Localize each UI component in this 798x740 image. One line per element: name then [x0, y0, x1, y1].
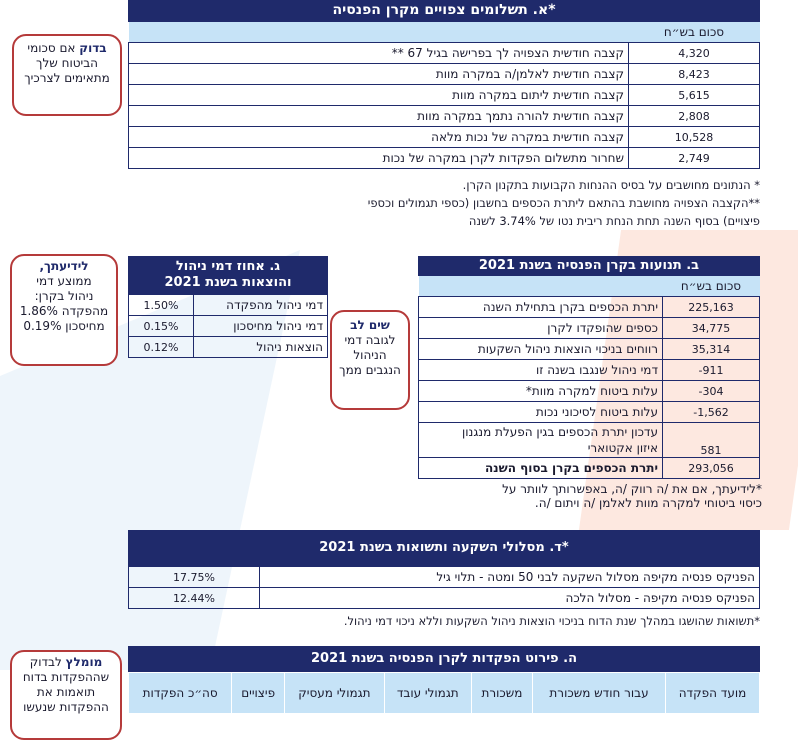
section-g-title-1: ג. אחוז דמי ניהול [175, 259, 281, 274]
section-b-row-label: יתרת הכספים בקרן בתחילת השנה [419, 297, 663, 318]
section-b-row [419, 297, 760, 318]
callout-attention-bold: שים לב [350, 318, 390, 332]
section-b-row-value: -911 [663, 360, 760, 381]
section-d-row-label: הפניקס פנסיה מקיפה - מסלול הלכה [260, 588, 760, 609]
section-b-row-value: 35,314 [663, 339, 760, 360]
section-b-row-label: עלות ביטוח למקרה מוות* [419, 381, 663, 402]
section-g-row [129, 316, 328, 337]
section-a-row-value: 5,615 [629, 85, 760, 106]
callout-fees-line-3: מהפקדה 1.86% [19, 304, 109, 318]
section-b-total-label: יתרת הכספים בקרן בסוף השנה [419, 458, 663, 479]
section-d-note: *תשואות שהושגו במהלך שנת הדוח בניכוי הוצאות ניהול השקעות וללא ניכוי דמי ניהול. [343, 614, 760, 628]
section-b-row-value: 34,775 [663, 318, 760, 339]
section-b-fund-movements [418, 256, 760, 479]
section-b-col-header: סכום בש״ח [663, 276, 760, 297]
section-d-row-value: 17.75% [129, 567, 260, 588]
callout-recommend-check [10, 650, 122, 740]
section-b-row [419, 360, 760, 381]
callout-check-coverage [12, 34, 122, 116]
section-g-row-value: 1.50% [129, 295, 194, 316]
section-g-row [129, 337, 328, 358]
section-b-row [419, 381, 760, 402]
section-a-note-1: * הנתונים מחושבים על בסיס ההנחות הקבועות בתקנון הקרן. [462, 178, 760, 192]
callout-attention-fees [330, 310, 410, 410]
section-h-col-header: תגמולי מעסיק [285, 673, 385, 714]
section-g-row-label: הוצאות ניהול [194, 337, 328, 358]
section-g-title-2: והוצאות בשנת 2021 [164, 275, 292, 290]
section-b-row-label: כספים שהופקדו לקרן [419, 318, 663, 339]
section-b-row-label: דמי ניהול שנגבו בשנה זו [419, 360, 663, 381]
section-b-adjust-value: 581 [663, 423, 760, 458]
section-a-row-value: 2,749 [629, 148, 760, 169]
section-b-total-value: 293,056 [663, 458, 760, 479]
section-b-note-2: כיסוי ביטוחי למקרה מוות לאלמן /ה ויתום /ה. [534, 496, 762, 510]
section-h-col-header: תגמולי עובד [384, 673, 471, 714]
section-a-row [129, 85, 760, 106]
section-b-note-1: *לידיעתך, אם את /ה רווק /ה, באפשרותך לוותר על [502, 482, 762, 496]
section-h-title: ה. פירוט הפקדות לקרן הפנסיה בשנת 2021 [128, 646, 760, 672]
section-g-title-box [128, 256, 328, 294]
section-g-row-value: 0.15% [129, 316, 194, 337]
section-g-row-value: 0.12% [129, 337, 194, 358]
section-a-notes [200, 176, 760, 230]
section-b-adjust-line-1: עדכון יתרת הכספים בגין הפעלת מנגנון [462, 425, 658, 439]
section-a-expected-payments [128, 0, 760, 169]
callout-fees-bold: לידיעתך, [39, 259, 89, 273]
section-h-col-header: פיצויים [232, 673, 285, 714]
callout-check-text: אם סכומי הביטוח שלך מתאימים לצרכיך [24, 41, 110, 85]
section-b-row [419, 318, 760, 339]
section-b-title: ב. תנועות בקרן הפנסיה בשנת 2021 [418, 256, 760, 276]
section-d-table [128, 566, 760, 609]
section-h-deposits [128, 646, 760, 714]
section-a-row-label: קצבה חודשית ליתום במקרה מוות [129, 85, 629, 106]
section-a-row-label: קצבה חודשית הצפויה לך בפרישה בגיל 67 ** [129, 43, 629, 64]
section-b-row-label: רווחים בניכוי הוצאות ניהול השקעות [419, 339, 663, 360]
section-g-row [129, 295, 328, 316]
callout-attention-text: לגובה דמי הניהול הנגבים ממך [339, 333, 401, 377]
section-b-row [419, 339, 760, 360]
section-d-row [129, 567, 760, 588]
section-a-row-value: 10,528 [629, 127, 760, 148]
section-a-row-label: שחרור מתשלום הפקדות לקרן במקרה של נכות [129, 148, 629, 169]
callout-check-bold: בדוק [79, 41, 107, 55]
section-a-table [128, 22, 760, 169]
section-b-adjust-line-2: איזון אקטוארי [587, 441, 658, 455]
section-h-table [128, 672, 760, 714]
section-a-row-label: קצבה חודשית להורה נתמך במקרה מוות [129, 106, 629, 127]
section-b-row-label: עלות ביטוח לסיכוני נכות [419, 402, 663, 423]
section-a-row [129, 106, 760, 127]
section-d-row-value: 12.44% [129, 588, 260, 609]
section-b-notes [470, 482, 762, 510]
section-a-note-2: **הקצבה הצפויה מחושבת בהתאם ליתרת הכספים בחשבון (כספי תגמולים וכספי [367, 196, 760, 210]
section-h-col-header: משכורת [471, 673, 532, 714]
callout-recommend-bold: מומלץ [65, 655, 103, 669]
section-g-row-label: דמי ניהול מהפקדה [194, 295, 328, 316]
section-g-row-label: דמי ניהול מחיסכון [194, 316, 328, 337]
callout-average-fees [10, 254, 118, 366]
section-d-investment-tracks [128, 530, 760, 609]
section-a-row [129, 64, 760, 85]
section-b-adjust-row [419, 423, 760, 458]
section-g-table [128, 294, 328, 358]
section-a-row-value: 4,320 [629, 43, 760, 64]
section-a-title: א. תשלומים צפויים מקרן הפנסיה* [128, 0, 760, 22]
section-d-row-label: הפניקס פנסיה מקיפה מסלול השקעה לבני 50 ומטה - תלוי גיל [260, 567, 760, 588]
section-g-management-fees [128, 256, 328, 358]
section-a-row [129, 148, 760, 169]
section-b-row [419, 402, 760, 423]
section-b-row-value: 225,163 [663, 297, 760, 318]
callout-fees-line-4: מחיסכון 0.19% [23, 319, 105, 333]
section-d-title: ד. מסלולי השקעה ותשואות בשנת 2021* [128, 530, 760, 566]
callout-recommend-text: לבדוק שההפקדות בדוח תואמות את ההפקדות שנעשו [22, 655, 110, 714]
callout-fees-line-1: ממוצע דמי [36, 274, 92, 288]
section-a-row [129, 127, 760, 148]
section-d-row [129, 588, 760, 609]
section-h-col-header: עבור חודש משכורת [533, 673, 666, 714]
section-a-col-header: סכום בש״ח [629, 22, 760, 43]
section-a-row [129, 43, 760, 64]
section-h-col-header: מועד הפקדה [665, 673, 759, 714]
section-b-table [418, 276, 760, 479]
callout-fees-line-2: ניהול בקרן: [34, 289, 94, 303]
section-a-row-value: 8,423 [629, 64, 760, 85]
section-b-row-value: -1,562 [663, 402, 760, 423]
section-a-row-label: קצבה חודשית במקרה של נכות מלאה [129, 127, 629, 148]
section-b-row-value: -304 [663, 381, 760, 402]
section-a-row-label: קצבה חודשית לאלמן/ה במקרה מוות [129, 64, 629, 85]
section-a-row-value: 2,808 [629, 106, 760, 127]
section-b-total-row [419, 458, 760, 479]
section-a-note-3: פיצויים) בסוף השנה תחת הנחת ריבית נטו של 3.74% לשנה [468, 214, 760, 228]
section-h-col-header: סה״כ הפקדות [129, 673, 232, 714]
